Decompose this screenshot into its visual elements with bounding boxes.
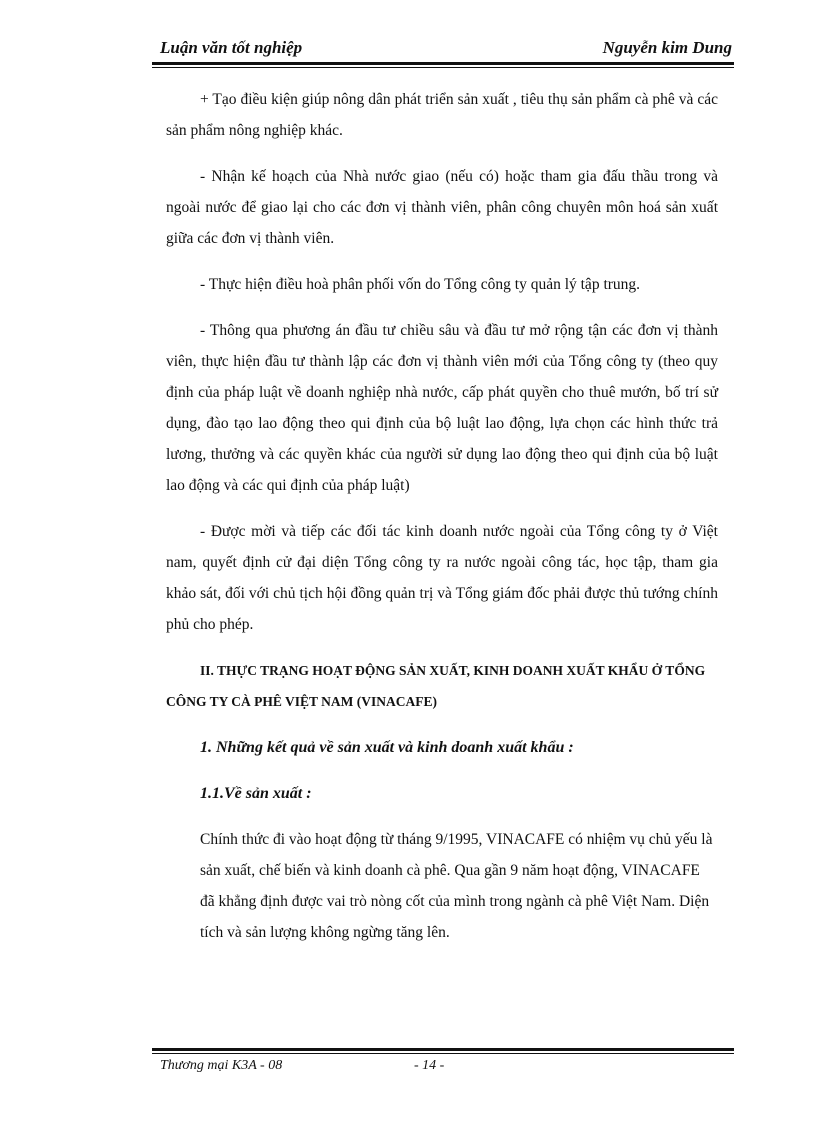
page-number: - 14 - — [414, 1058, 445, 1073]
paragraph-4: - Thông qua phương án đầu tư chiều sâu và đầu tư mở rộng tận các đơn vị thành viên, thực hiện đầu tư thành lập các đơn vị thành viên mới của Tổng công ty (theo quy định của pháp luật về doanh nghiệp nhà nước, cấp phát quyền cho thuê mướn, bố trí sử dụng, đào tạo lao động theo qui định của bộ luật lao động, lựa chọn các hình thức trả lương, thưởng và các quyền khác của người sử dụng lao động theo qui định của bộ luật lao động và các qui định của pháp luật) — [166, 322, 718, 494]
paragraph-1: + Tạo điều kiện giúp nông dân phát triển sản xuất , tiêu thụ sản phẩm cà phê và các sản phẩm nông nghiệp khác. — [166, 91, 718, 139]
page-footer — [152, 1058, 734, 1082]
header-rule-thick — [152, 62, 734, 65]
paragraph-3: - Thực hiện điều hoà phân phối vốn do Tổng công ty quản lý tập trung. — [200, 276, 641, 293]
subheading-1-1: 1.1.Về sản xuất : — [200, 785, 312, 802]
footer-rule-thin — [152, 1053, 734, 1054]
section-heading: II. THỰC TRẠNG HOẠT ĐỘNG SẢN XUẤT, KINH DOANH XUẤT KHẨU Ở TỔNG CÔNG TY CÀ PHÊ VIỆT NAM (VINACAFE) — [166, 663, 706, 709]
footer-rule-thick — [152, 1048, 734, 1051]
subheading-1: 1. Những kết quả về sản xuất và kinh doanh xuất khẩu : — [200, 739, 574, 756]
paragraph-5: - Được mời và tiếp các đối tác kinh doanh nước ngoài của Tổng công ty ở Việt nam, quyết định cử đại diện Tổng công ty ra nước ngoài công tác, học tập, tham gia khảo sát, đối với chủ tịch hội đồng quản trị và Tổng giám đốc phải được thủ tướng chính phủ cho phép. — [166, 523, 718, 633]
header-title: Luận văn tốt nghiệp — [160, 38, 303, 57]
page-content — [166, 84, 718, 948]
header-author: Nguyễn kim Dung — [602, 38, 732, 57]
page-header — [152, 38, 734, 62]
paragraph-2: - Nhận kế hoạch của Nhà nước giao (nếu có) hoặc tham gia đấu thầu trong và ngoài nước để giao lại cho các đơn vị thành viên, phân công chuyên môn hoá sản xuất giữa các đơn vị thành viên. — [166, 168, 718, 247]
header-rule-thin — [152, 67, 734, 68]
body-text: Chính thức đi vào hoạt động từ tháng 9/1995, VINACAFE có nhiệm vụ chủ yếu là sản xuất, chế biến và kinh doanh cà phê. Qua gần 9 năm hoạt động, VINACAFE đã khẳng định được vai trò nòng cốt của mình trong ngành cà phê Việt Nam. Diện tích và sản lượng không ngừng tăng lên. — [200, 831, 713, 941]
footer-course: Thương mại K3A - 08 — [160, 1058, 283, 1073]
